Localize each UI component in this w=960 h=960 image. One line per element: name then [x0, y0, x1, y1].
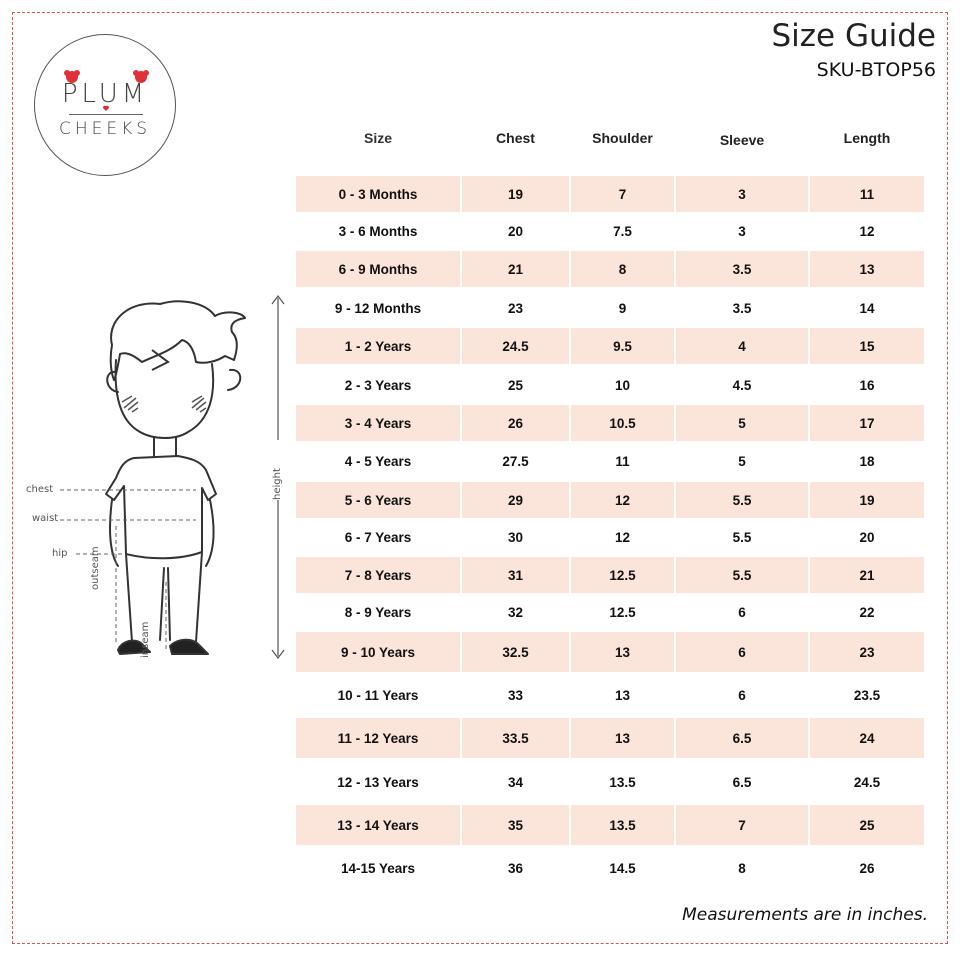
cell-shoulder: 13.5	[609, 774, 636, 790]
cell-size: 3 - 6 Months	[338, 223, 418, 239]
table-row	[296, 405, 924, 441]
table-row	[296, 718, 924, 758]
cell-shoulder: 8	[571, 251, 674, 287]
cell-chest: 27.5	[502, 453, 529, 469]
cell-chest: 24.5	[462, 328, 569, 364]
cell-shoulder: 12	[614, 529, 631, 545]
cell-sleeve: 3	[676, 176, 808, 212]
cell-chest: 21	[462, 251, 569, 287]
column-header-length: Length	[843, 130, 891, 146]
table-row	[296, 519, 924, 555]
label-outseam: outseam	[90, 546, 101, 590]
table-row	[296, 675, 924, 715]
table-row	[296, 632, 924, 672]
cell-size: 7 - 8 Years	[296, 557, 460, 593]
cell-chest: 30	[507, 529, 524, 545]
cell-shoulder: 12.5	[609, 604, 636, 620]
label-hip: hip	[52, 548, 68, 559]
cell-size: 10 - 11 Years	[337, 687, 419, 703]
table-row	[296, 594, 924, 630]
child-figure-icon	[20, 290, 300, 670]
cell-size: 6 - 7 Years	[344, 529, 412, 545]
cell-shoulder: 11	[615, 453, 630, 469]
table-header	[296, 120, 924, 160]
cell-length: 11	[810, 176, 924, 212]
cell-length: 19	[810, 482, 924, 518]
cell-length: 20	[859, 529, 875, 545]
cell-chest: 25	[507, 377, 524, 393]
cell-size: 3 - 4 Years	[296, 405, 460, 441]
cell-shoulder: 14.5	[609, 860, 636, 876]
cell-length: 26	[859, 860, 875, 876]
cell-sleeve: 6	[738, 687, 746, 703]
cell-length: 15	[810, 328, 924, 364]
cell-chest: 26	[462, 405, 569, 441]
cell-length: 14	[859, 300, 875, 316]
cell-size: 8 - 9 Years	[344, 604, 412, 620]
cell-sleeve: 6.5	[676, 718, 808, 758]
cell-shoulder: 12.5	[571, 557, 674, 593]
cell-sleeve: 4	[676, 328, 808, 364]
cell-shoulder: 13	[571, 718, 674, 758]
table-row	[296, 176, 924, 212]
cell-sleeve: 6	[676, 632, 808, 672]
cell-sleeve: 4.5	[732, 377, 752, 393]
label-inseam: inseam	[140, 621, 151, 658]
cell-length: 18	[859, 453, 875, 469]
cell-length: 21	[810, 557, 924, 593]
cell-length: 23.5	[853, 687, 881, 703]
cell-size: 9 - 10 Years	[296, 632, 460, 672]
cell-size: 6 - 9 Months	[296, 251, 460, 287]
cell-sleeve: 5	[676, 405, 808, 441]
cell-size: 13 - 14 Years	[296, 805, 460, 845]
column-header-sleeve: Sleeve	[719, 132, 765, 148]
cell-chest: 35	[462, 805, 569, 845]
table-row	[296, 443, 924, 479]
cell-length: 16	[859, 377, 875, 393]
cell-sleeve: 5.5	[676, 482, 808, 518]
cell-sleeve: 3.5	[732, 300, 752, 316]
column-header-shoulder: Shoulder	[592, 130, 653, 146]
table-row	[296, 290, 924, 326]
cell-sleeve: 5.5	[676, 557, 808, 593]
cell-size: 2 - 3 Years	[344, 377, 412, 393]
cell-length: 24	[810, 718, 924, 758]
logo-divider	[69, 114, 143, 115]
cell-chest: 33	[507, 687, 524, 703]
cell-size: 9 - 12 Months	[334, 300, 422, 316]
cell-chest: 34	[507, 774, 524, 790]
cell-size: 12 - 13 Years	[337, 774, 419, 790]
cell-chest: 20	[507, 223, 524, 239]
table-row	[296, 328, 924, 364]
cell-length: 23	[810, 632, 924, 672]
table-row	[296, 213, 924, 249]
column-header-chest: Chest	[496, 130, 535, 146]
table-row	[296, 762, 924, 802]
table-row	[296, 557, 924, 593]
measurement-illustration	[20, 290, 300, 670]
cell-sleeve: 6	[738, 604, 746, 620]
label-chest: chest	[26, 484, 54, 495]
cell-length: 12	[859, 223, 875, 239]
cell-sleeve: 5.5	[732, 529, 752, 545]
measurement-note: Measurements are in inches.	[682, 905, 928, 925]
cell-shoulder: 12	[571, 482, 674, 518]
cell-sleeve: 5	[738, 453, 746, 469]
table-row	[296, 367, 924, 403]
cell-size: 5 - 6 Years	[296, 482, 460, 518]
brand-logo	[34, 34, 176, 176]
cell-sleeve: 6.5	[732, 774, 752, 790]
table-row	[296, 482, 924, 518]
cell-length: 13	[810, 251, 924, 287]
sku-code: SKU-BTOP56	[816, 59, 936, 81]
cell-sleeve: 3	[738, 223, 746, 239]
cell-chest: 29	[462, 482, 569, 518]
logo-text-cheeks: CHEEKS	[58, 119, 152, 139]
cell-shoulder: 10.5	[571, 405, 674, 441]
cell-size: 4 - 5 Years	[344, 453, 412, 469]
cell-shoulder: 9	[618, 300, 627, 316]
label-waist: waist	[32, 513, 59, 524]
cell-shoulder: 7	[571, 176, 674, 212]
cell-shoulder: 13.5	[571, 805, 674, 845]
logo-text-plum: PLUM	[61, 79, 149, 109]
page-title: Size Guide	[771, 18, 936, 54]
cell-shoulder: 13	[614, 687, 631, 703]
cell-size: 11 - 12 Years	[296, 718, 460, 758]
cell-chest: 36	[507, 860, 524, 876]
cell-length: 22	[859, 604, 875, 620]
column-header-size: Size	[363, 130, 392, 146]
cell-chest: 23	[507, 300, 524, 316]
cell-chest: 32	[507, 604, 524, 620]
cell-shoulder: 10	[614, 377, 631, 393]
cell-shoulder: 7.5	[613, 223, 632, 239]
cell-length: 25	[810, 805, 924, 845]
table-row	[296, 251, 924, 287]
cell-size: 14-15 Years	[340, 860, 416, 876]
table-row	[296, 805, 924, 845]
cell-length: 17	[810, 405, 924, 441]
cell-chest: 19	[462, 176, 569, 212]
cell-chest: 33.5	[462, 718, 569, 758]
cell-size: 0 - 3 Months	[296, 176, 460, 212]
cell-length: 24.5	[853, 774, 881, 790]
cell-sleeve: 8	[738, 860, 746, 876]
cell-sleeve: 3.5	[676, 251, 808, 287]
cell-sleeve: 7	[676, 805, 808, 845]
cell-shoulder: 13	[571, 632, 674, 672]
cell-chest: 31	[462, 557, 569, 593]
cell-chest: 32.5	[462, 632, 569, 672]
cell-size: 1 - 2 Years	[296, 328, 460, 364]
table-row	[296, 848, 924, 888]
cell-shoulder: 9.5	[571, 328, 674, 364]
label-height: height	[272, 468, 283, 500]
